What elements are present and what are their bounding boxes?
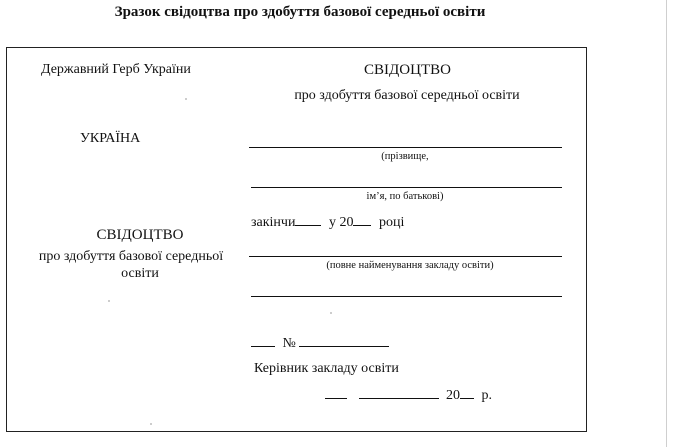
date-suffix: р.	[481, 388, 492, 403]
scan-speck	[108, 300, 110, 302]
scan-speck	[150, 423, 152, 425]
number-blank	[299, 334, 389, 347]
date-year-blank	[460, 386, 474, 399]
right-certificate-subtitle: про здобуття базової середньої освіти	[294, 88, 520, 103]
head-label: Керівник закладу освіти	[254, 361, 399, 376]
date-year-prefix: 20	[446, 388, 460, 403]
page-edge-line	[666, 0, 667, 447]
school-line	[249, 256, 562, 257]
name-line	[251, 187, 562, 188]
finished-year-row	[251, 213, 404, 231]
year-blank	[353, 213, 371, 226]
scan-speck	[185, 98, 187, 100]
year-suffix: році	[378, 215, 405, 230]
number-sign: №	[282, 336, 296, 351]
right-certificate-title: СВІДОЦТВО	[364, 62, 451, 78]
month-blank	[359, 386, 439, 399]
school-caption: (повне найменування закладу освіти)	[326, 260, 494, 271]
scan-speck	[330, 312, 332, 314]
surname-line	[249, 147, 562, 148]
coat-of-arms-label: Державний Герб України	[41, 62, 191, 77]
number-row	[251, 334, 389, 352]
day-blank	[325, 386, 347, 399]
country-name: УКРАЇНА	[80, 131, 141, 146]
surname-caption: (прізвище,	[381, 151, 429, 162]
page-title: Зразок свідоцтва про здобуття базової середньої освіти	[114, 4, 486, 20]
left-certificate-subtitle-line2: освіти	[121, 266, 159, 281]
name-caption: ім’я, по батькові)	[366, 191, 444, 202]
series-blank	[251, 334, 275, 347]
left-certificate-title: СВІДОЦТВО	[96, 227, 184, 243]
finished-word: закінчи	[251, 215, 296, 230]
year-prefix: у 20	[328, 215, 354, 230]
school-line-2	[251, 296, 562, 297]
left-certificate-subtitle-line1: про здобуття базової середньої	[38, 249, 224, 264]
date-row	[325, 386, 492, 404]
finished-ending-blank	[295, 213, 321, 226]
